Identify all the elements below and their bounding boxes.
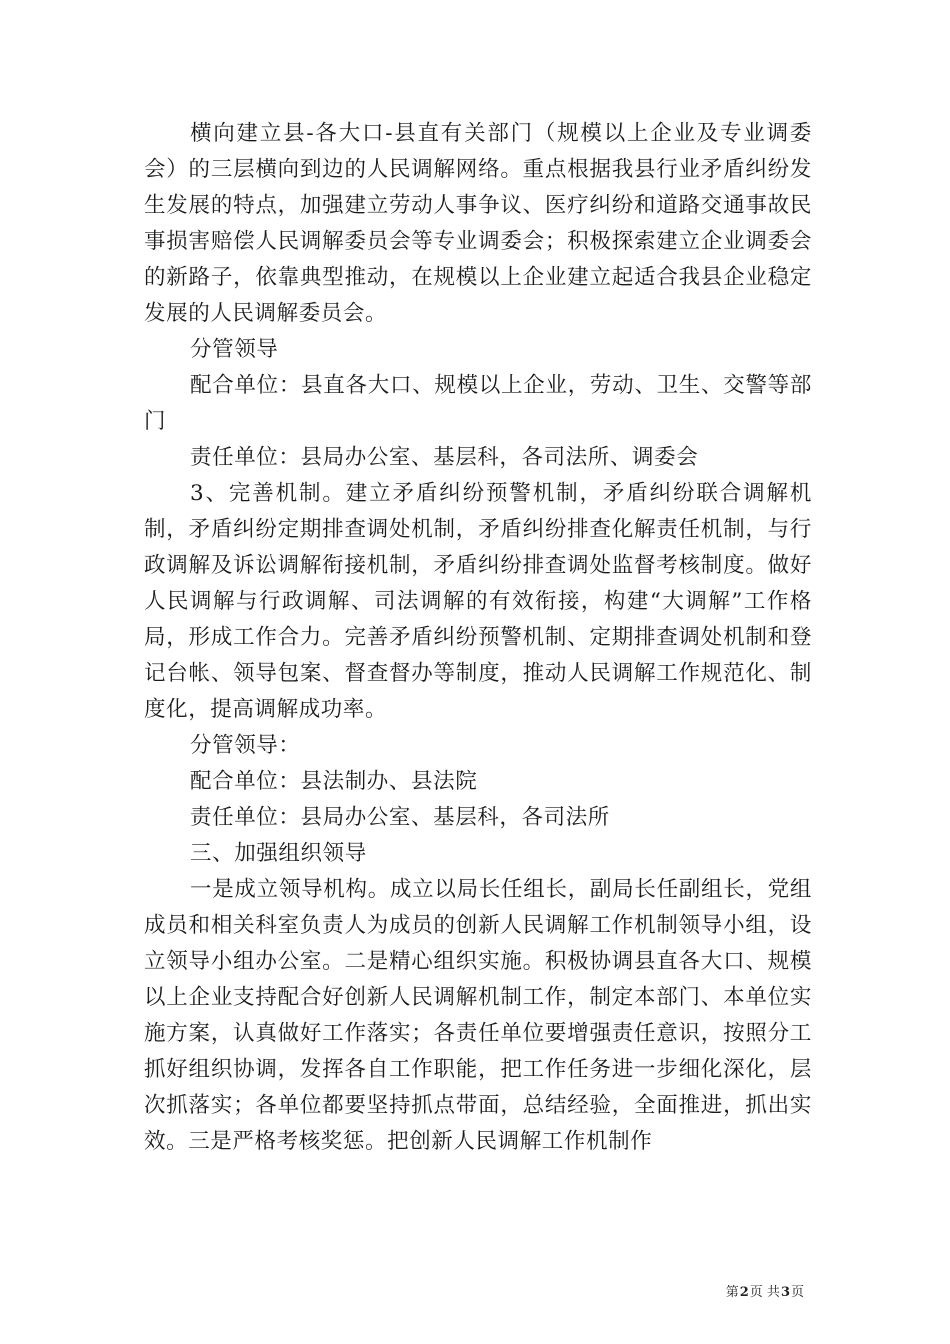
footer-suffix: 页 [790, 1285, 804, 1300]
paragraph-leader-1: 分管领导 [190, 337, 279, 362]
paragraph-organization: 一是成立领导机构。成立以局长任组长，副局长任副组长，党组成员和相关科室负责人为成员的创新人民调解工作机制领导小组，设立领导小组办公室。二是精心组织实施。积极协调县直各大口、规模以上企业支持配合好创新人民调解机制工作，制定本部门、本单位实施方案，认真做好工作落实；各责任单位要增强责任意识，按照分工抓好组织协调，发挥各自工作职能，把工作任务进一步细化深化，层次抓落实；各单位都要坚持抓点带面，总结经验，全面推进，抓出实效。三是严格考核奖惩。把创新人民调解工作机制作 [144, 877, 812, 1154]
section-heading-organization: 三、加强组织领导 [190, 841, 367, 866]
current-page-number: 2 [739, 1285, 749, 1300]
paragraph-responsible-units-1: 责任单位：县局办公室、基层科，各司法所、调委会 [190, 445, 699, 470]
footer-middle: 页 共 [749, 1285, 780, 1300]
paragraph-network: 横向建立县-各大口-县直有关部门（规模以上企业及专业调委会）的三层横向到边的人民调解网络。重点根据我县行业矛盾纠纷发生发展的特点，加强建立劳动人事争议、医疗纠纷和道路交通事故民事损害赔偿人民调解委员会等专业调委会；积极探索建立企业调委会的新路子，依靠典型推动，在规模以上企业建立起适合我县企业稳定发展的人民调解委员会。 [144, 121, 812, 326]
paragraph-improve-mechanism: 3、完善机制。建立矛盾纠纷预警机制，矛盾纠纷联合调解机制，矛盾纠纷定期排查调处机制，矛盾纠纷排查化解责任机制，与行政调解及诉讼调解衔接机制，矛盾纠纷排查调处监督考核制度。做好人民调解与行政调解、司法调解的有效衔接，构建“大调解”工作格局，形成工作合力。完善矛盾纠纷预警机制、定期排查调处机制和登记台帐、领导包案、督查督办等制度，推动人民调解工作规范化、制度化，提高调解成功率。 [144, 481, 812, 722]
paragraph-responsible-units-2: 责任单位：县局办公室、基层科，各司法所 [190, 805, 610, 830]
paragraph-cooperating-units-1: 配合单位：县直各大口、规模以上企业，劳动、卫生、交警等部门 [144, 373, 812, 434]
paragraph-cooperating-units-2: 配合单位：县法制办、县法院 [190, 769, 478, 794]
total-pages-number: 3 [780, 1285, 790, 1300]
page-footer [726, 1281, 804, 1300]
footer-prefix: 第 [725, 1285, 739, 1300]
paragraph-leader-2: 分管领导： [190, 733, 301, 758]
document-body [144, 116, 812, 1160]
